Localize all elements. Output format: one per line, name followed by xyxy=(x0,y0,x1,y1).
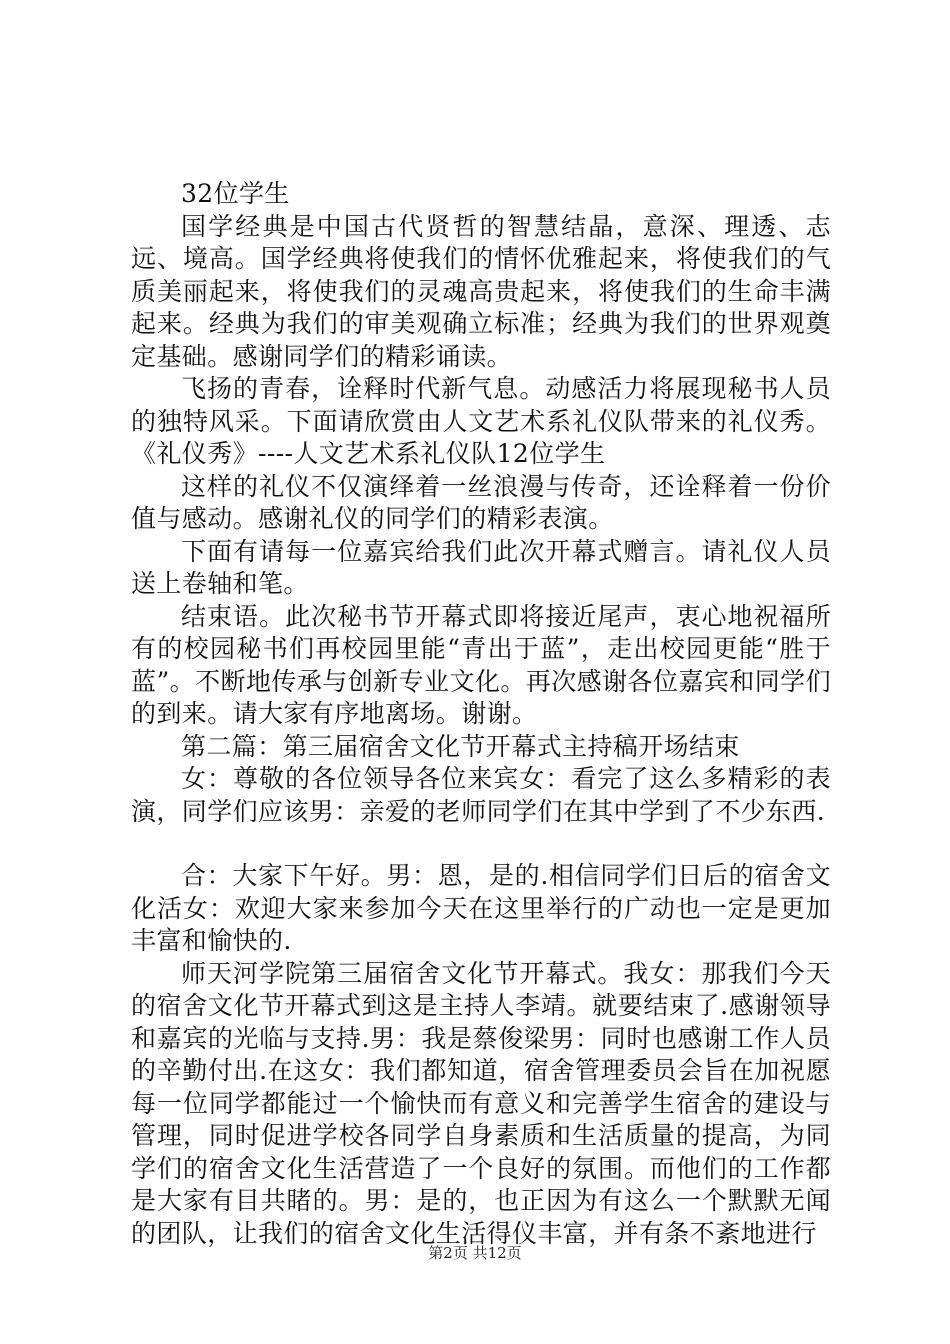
paragraph-host-greeting: 合：大家下午好。男：恩，是的.相信同学们日后的宿舍文化活女：欢迎大家来参加今天在这里举行的广动也一定是更加丰富和愉快的. xyxy=(131,861,831,955)
paragraph-host-opening: 女：尊敬的各位领导各位来宾女：看完了这么多精彩的表演，同学们应该男：亲爱的老师同学们在其中学到了不少东西. xyxy=(131,764,831,826)
paragraph-etiquette-thanks: 这样的礼仪不仅演绎着一丝浪漫与传奇，还诠释着一份价值与感动。感谢礼仪的同学们的精彩表演。 xyxy=(131,471,831,533)
paragraph-guest-messages: 下面有请每一位嘉宾给我们此次开幕式赠言。请礼仪人员送上卷轴和笔。 xyxy=(131,536,831,598)
paragraph-closing-remarks: 结束语。此次秘书节开幕式即将接近尾声，衷心地祝福所有的校园秘书们再校园里能“青出于蓝”，走出校园更能“胜于蓝”。不断地传承与创新专业文化。再次感谢各位嘉宾和同学们的到来。请大家有序地离场。谢谢。 xyxy=(131,601,831,728)
paragraph-etiquette-intro: 飞扬的青春，诠释时代新气息。动感活力将展现秘书人员的独特风采。下面请欣赏由人文艺术系礼仪队带来的礼仪秀。《礼仪秀》----人文艺术系礼仪队12位学生 xyxy=(131,374,831,468)
paragraph-classics: 国学经典是中国古代贤哲的智慧结晶，意深、理透、志远、境高。国学经典将使我们的情怀优雅起来，将使我们的气质美丽起来，将使我们的灵魂高贵起来，将使我们的生命丰满起来。经典为我们的审美观确立标准；经典为我们的世界观奠定基础。感谢同学们的精彩诵读。 xyxy=(131,211,831,371)
paragraph-student-count: 32位学生 xyxy=(181,179,290,208)
page-footer: 第2页 共12页 xyxy=(428,1244,522,1262)
section-heading-part-two: 第二篇：第三届宿舍文化节开幕式主持稿开场结束 xyxy=(181,731,740,761)
paragraph-host-dialogue: 师天河学院第三届宿舍文化节开幕式。我女：那我们今天的宿舍文化节开幕式到这是主持人李靖。就要结束了.感谢领导和嘉宾的光临与支持.男：我是蔡俊梁男：同时也感谢工作人员的辛勤付出.在这女：我们都知道，宿舍管理委员会旨在加祝愿每一位同学都能过一个愉快而有意义和完善学生宿舍的建设与管理，同时促进学校各同学自身素质和生活质量的提高，为同学们的宿舍文化生活营造了一个良好的氛围。而他们的工作都是大家有目共睹的。男：是的，也正因为有这么一个默默无闻的团队，让我们的宿舍文化生活得仪丰富，并有条不紊地进行 xyxy=(131,958,831,1248)
document-body xyxy=(131,178,831,1250)
